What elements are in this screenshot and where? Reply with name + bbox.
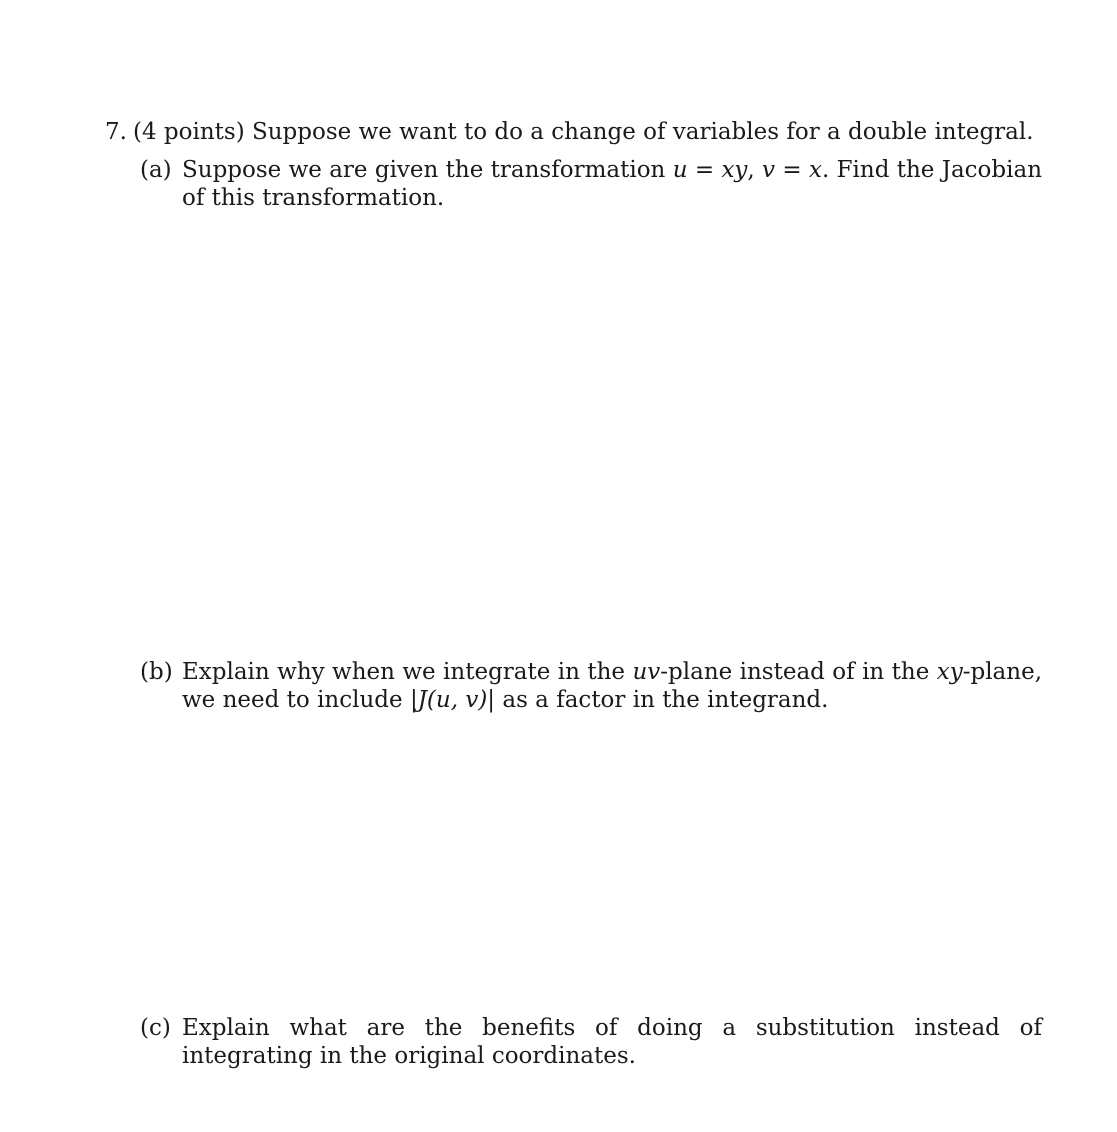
question-intro: (4 points) Suppose we want to do a change of variables for a double integral. — [133, 119, 1034, 145]
part-c-label: (c) — [140, 1015, 171, 1041]
part-c-text: Explain what are the benefits of doing a substitution instead of integrating in the original coordinates. — [182, 1015, 1042, 1069]
part-b-label: (b) — [140, 659, 173, 685]
part-a-label: (a) — [140, 157, 172, 183]
question-number: 7. — [105, 119, 127, 145]
part-a-text: Suppose we are given the transformation u = xy, v = x. Find the Jacobian of this transformation. — [182, 157, 1043, 211]
part-b-text: Explain why when we integrate in the uv-plane instead of in the xy-plane, we need to include |J(u, v)| as a factor in the integrand. — [182, 659, 1043, 713]
